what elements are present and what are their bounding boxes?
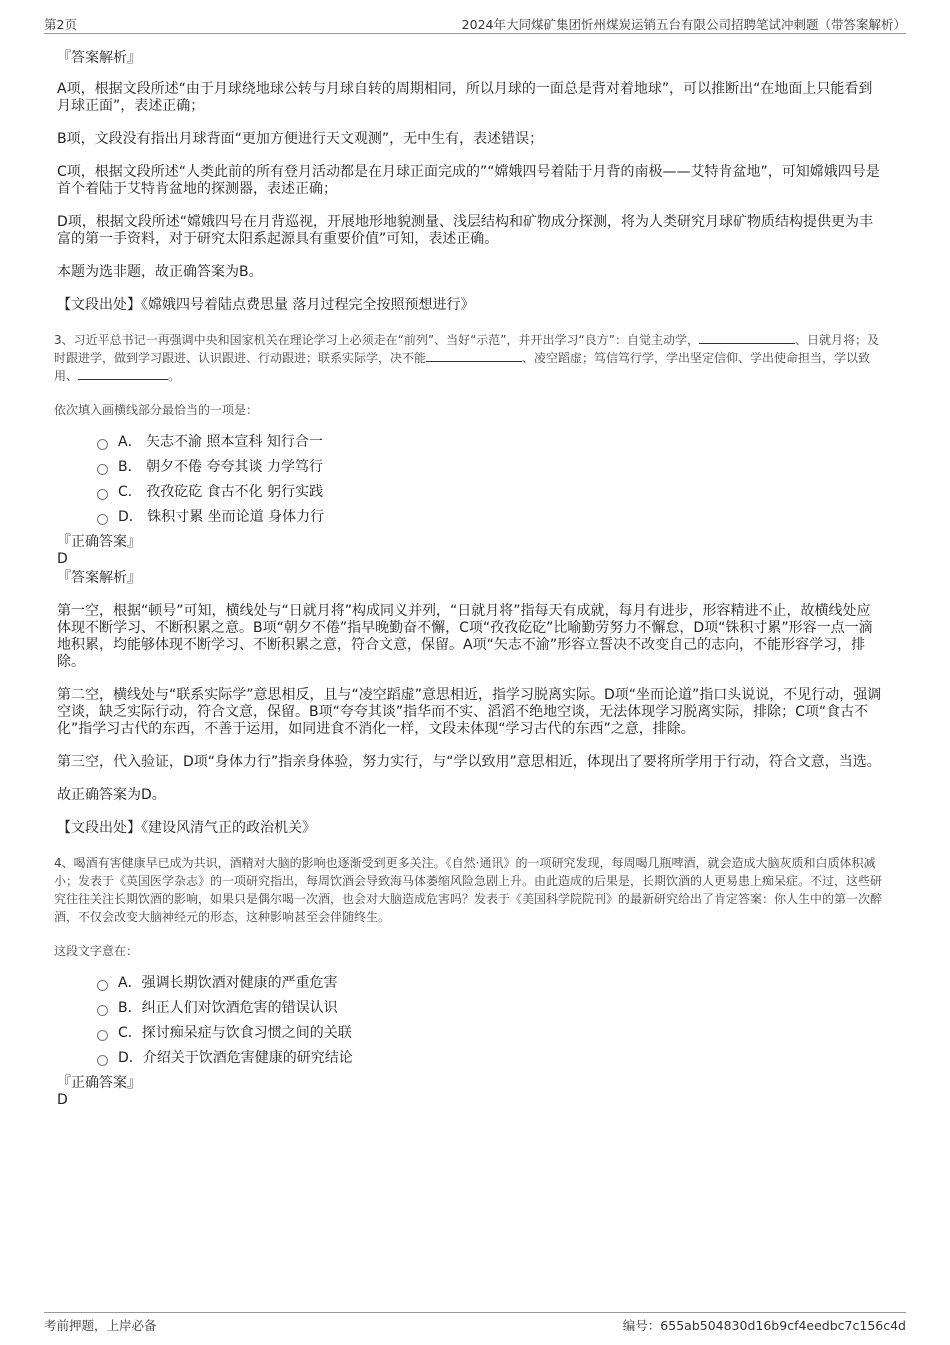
analysis-paragraph: D项，根据文段所述“嫦娥四号在月背巡视，开展地形地貌测量、浅层结构和矿物成分探测，将为人类研究月球矿物质结构提供更为丰富的第一手资料，对于研究太阳系起源具有重要价值”可知，表述正确。 <box>57 214 874 247</box>
fill-blank <box>78 368 168 380</box>
question-4-stem: 4、喝酒有害健康早已成为共识，酒精对大脑的影响也逐渐受到更多关注。《自然·通讯》的一项研究发现，每周喝几瓶啤酒，就会造成大脑灰质和白质体积减小；发表于《英国医学杂志》的一项研究指出，每周饮酒会导致海马体萎缩风险急剧上升。由此造成的后果是，长期饮酒的人更易患上痴呆症。不过，这些研究往往关注长期饮酒的影响，如果只是偶尔喝一次酒，也会对大脑造成危害吗？发表于《美国科学院院刊》的最新研究给出了肯定答案：你人生中的第一次醉酒，不仅会改变大脑神经元的形态，这种影响甚至会伴随终生。 <box>54 856 883 924</box>
analysis-paragraph: 第二空，横线处与“联系实际学”意思相反，且与“凌空蹈虚”意思相近，指学习脱离实际。D项“坐而论道”指口头说说，不见行动，强调空谈，缺乏实际行动，符合文意，保留。B项“夸夸其谈”指华而不实、滔滔不绝地空谈，无法体现学习脱离实际，排除；C项“食古不化”指学习古代的东西，不善于运用，如同进食不消化一样，文段未体现“学习古代的东西”之意，排除。 <box>57 687 882 737</box>
option-d[interactable]: D． 铢积寸累 坐而论道 身体力行 <box>97 505 883 530</box>
analysis-paragraph: B项，文段没有指出月球背面“更加方便进行天文观测”，无中生有，表述错误； <box>57 131 544 147</box>
question-4-prompt: 这段文字意在： <box>54 944 139 958</box>
analysis-conclusion: 故正确答案为D。 <box>57 787 166 803</box>
radio-icon[interactable] <box>97 514 108 525</box>
radio-icon[interactable] <box>97 1005 108 1016</box>
question-4-options <box>97 971 883 1071</box>
radio-icon[interactable] <box>97 489 108 500</box>
option-d[interactable]: D．介绍关于饮酒危害健康的研究结论 <box>97 1046 883 1071</box>
analysis-paragraph: 第三空，代入验证，D项“身体力行”指亲身体验，努力实行，与“学以致用”意思相近，体现出了要将所学用于行动，符合文意，当选。 <box>57 754 881 770</box>
radio-icon[interactable] <box>97 464 108 475</box>
radio-icon[interactable] <box>97 980 108 991</box>
analysis-label: 『答案解析』 <box>57 50 141 66</box>
option-a[interactable]: A．强调长期饮酒对健康的严重危害 <box>97 971 883 996</box>
page-header <box>44 15 906 34</box>
correct-answer-label: 『正确答案』 <box>57 1075 141 1091</box>
question-3-stem: 3、习近平总书记一再强调中央和国家机关在理论学习上必须走在“前列”、当好“示范”，并开出学习“良方”：自觉主动学， 、日就月将；及时跟进学，做到学习跟进、认识跟进、行动跟进；联系实际学，决不能 、凌空蹈虚；笃信笃行学，学出坚定信仰、学出使命担当，学以致用、 。 <box>54 333 879 383</box>
document-code: 编号：655ab504830d16b9cf4eedbc7c156c4d <box>622 1318 906 1333</box>
radio-icon[interactable] <box>97 1055 108 1066</box>
analysis-conclusion: 本题为选非题，故正确答案为B。 <box>57 264 263 280</box>
footer-slogan: 考前押题，上岸必备 <box>44 1318 157 1333</box>
option-a[interactable]: A． 矢志不渝 照本宣科 知行合一 <box>97 430 883 455</box>
source-citation: 【文段出处】《嫦娥四号着陆点费思量 落月过程完全按照预想进行》 <box>57 297 475 313</box>
page-number: 第2页 <box>44 17 77 32</box>
analysis-paragraph: 第一空，根据“顿号”可知，横线处与“日就月将”构成同义并列，“日就月将”指每天有成就，每月有进步，形容精进不止，故横线处应体现不断学习、不断积累之意。B项“朝夕不倦”指早晚勤奋不懈，C项“孜孜矻矻”比喻勤劳努力不懈怠，D项“铢积寸累”形容一点一滴地积累，均能够体现不断学习、不断积累之意，符合文意，保留。A项“矢志不渝”形容立誓决不改变自己的志向，不能形容学习，排除。 <box>57 603 873 670</box>
page-content <box>54 44 883 1109</box>
analysis-label: 『答案解析』 <box>57 570 141 586</box>
radio-icon[interactable] <box>97 439 108 450</box>
fill-blank <box>699 332 795 344</box>
question-3-prompt: 依次填入画横线部分最恰当的一项是： <box>54 403 259 417</box>
analysis-paragraph: A项，根据文段所述“由于月球绕地球公转与月球自转的周期相同，所以月球的一面总是背对着地球”，可以推断出“在地面上只能看到月球正面”，表述正确； <box>57 81 873 114</box>
analysis-paragraph: C项，根据文段所述“人类此前的所有登月活动都是在月球正面完成的”“嫦娥四号着陆于月背的南极——艾特肯盆地”，可知嫦娥四号是首个着陆于艾特肯盆地的探测器，表述正确； <box>57 164 880 197</box>
option-b[interactable]: B． 朝夕不倦 夸夸其谈 力学笃行 <box>97 455 883 480</box>
document-title: 2024年大同煤矿集团忻州煤炭运销五台有限公司招聘笔试冲刺题（带答案解析） <box>461 17 906 32</box>
correct-answer: D <box>57 551 68 567</box>
fill-blank <box>426 350 522 362</box>
correct-answer: D <box>57 1092 68 1108</box>
option-c[interactable]: C． 孜孜矻矻 食古不化 躬行实践 <box>97 480 883 505</box>
radio-icon[interactable] <box>97 1030 108 1041</box>
source-citation: 【文段出处】《建设风清气正的政治机关》 <box>57 820 316 836</box>
page-footer <box>44 1312 906 1334</box>
question-3-options <box>97 430 883 530</box>
correct-answer-label: 『正确答案』 <box>57 534 141 550</box>
option-c[interactable]: C．探讨痴呆症与饮食习惯之间的关联 <box>97 1021 883 1046</box>
option-b[interactable]: B．纠正人们对饮酒危害的错误认识 <box>97 996 883 1021</box>
